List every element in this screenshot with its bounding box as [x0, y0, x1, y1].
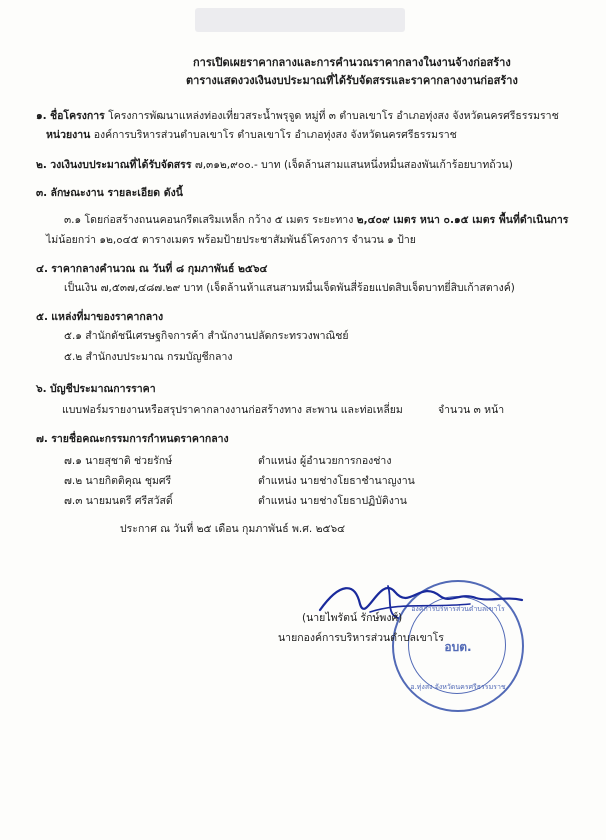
- seal-center-text: อบต.: [444, 640, 472, 654]
- seal-bottom-text: อ.ทุ่งสง จังหวัดนครศรีธรรมราช: [410, 683, 506, 691]
- doc-title-line1: การเปิดเผยราคากลางและการคำนวณราคากลางในงานจ้างก่อสร้าง: [193, 56, 511, 69]
- committee-member-name: ๗.๒ นายกิตติคุณ ชุมศรี: [64, 475, 172, 487]
- section-3: [36, 186, 183, 200]
- budget-value: ๗,๓๑๒,๙๐๐.- บาท (เจ็ดล้านสามแสนหนึ่งหมื่นสองพันเก้าร้อยบาทถ้วน): [194, 159, 513, 171]
- committee-member-position: ตำแหน่ง นายช่างโยธาปฏิบัติงาน: [258, 495, 407, 507]
- work-detail-line2: ไม่น้อยกว่า ๑๒,๐๔๕ ตารางเมตร พร้อมป้ายประชาสัมพันธ์โครงการ จำนวน ๑ ป้าย: [46, 234, 416, 246]
- section-2-label: วงเงินงบประมาณที่ได้รับจัดสรร: [50, 159, 192, 171]
- committee-member-name: ๗.๑ นายสุชาติ ช่วยรักษ์: [64, 455, 173, 467]
- section-2-num: ๒.: [36, 159, 47, 171]
- estimate-form-name: แบบฟอร์มรายงานหรือสรุปราคากลางงานก่อสร้างทาง สะพาน และท่อเหลี่ยม: [62, 404, 403, 416]
- section-5: [36, 310, 163, 324]
- section-4-label: ราคากลางคำนวณ ณ วันที่ ๘ กุมภาพันธ์ ๒๕๖๔: [51, 263, 268, 275]
- section-1-num: ๑.: [36, 110, 47, 122]
- seal-top-text: องค์การบริหารส่วนตำบลเขาโร: [411, 605, 505, 613]
- work-detail-bold: ๒,๔๐๙ เมตร หนา ๐.๑๕ เมตร พื้นที่ดำเนินการ: [356, 214, 569, 226]
- section-6: [36, 382, 156, 396]
- signatory-title: นายกองค์การบริหารส่วนตำบลเขาโร: [278, 632, 444, 644]
- section-7-num: ๗.: [36, 433, 48, 445]
- section-4: [36, 262, 268, 276]
- section-2: [36, 158, 513, 172]
- section-1-label: ชื่อโครงการ: [50, 110, 105, 122]
- section-6-num: ๖.: [36, 383, 47, 395]
- section-3-label: ลักษณะงาน รายละเอียด ดังนี้: [50, 187, 183, 199]
- section-7-label: รายชื่อคณะกรรมการกำหนดราคากลาง: [51, 433, 229, 445]
- section-3-num: ๓.: [36, 187, 48, 199]
- committee-member-position: ตำแหน่ง นายช่างโยธาชำนาญงาน: [258, 475, 415, 487]
- committee-member-position: ตำแหน่ง ผู้อำนวยการกองช่าง: [258, 455, 392, 467]
- project-name: โครงการพัฒนาแหล่งท่องเที่ยวสระน้ำพรุจูด หมู่ที่ ๓ ตำบลเขาโร อำเภอทุ่งสง จังหวัดนครศรีธรรมราช: [108, 110, 559, 122]
- agency-label: หน่วยงาน: [46, 129, 91, 141]
- signatory-name: (นายไพรัตน์ รักษ์พงศ์): [302, 612, 403, 624]
- section-5-label: แหล่งที่มาของราคากลาง: [51, 311, 164, 323]
- median-price-value: เป็นเงิน ๗,๕๓๗,๔๘๗.๒๙ บาท (เจ็ดล้านห้าแสนสามหมื่นเจ็ดพันสี่ร้อยแปดสิบเจ็ดบาทยี่สิบเก้าสตางค์): [64, 282, 515, 294]
- estimate-page-count: จำนวน ๓ หน้า: [438, 404, 505, 416]
- work-detail-pre: ๓.๑ โดยก่อสร้างถนนคอนกรีตเสริมเหล็ก กว้าง ๕ เมตร ระยะทาง: [64, 214, 357, 226]
- agency-row: [46, 128, 457, 142]
- section-4-num: ๔.: [36, 263, 48, 275]
- price-source-item: ๕.๒ สำนักงบประมาณ กรมบัญชีกลาง: [64, 351, 233, 363]
- section-1: [36, 109, 559, 123]
- section-6-label: บัญชีประมาณการราคา: [50, 383, 156, 395]
- section-7: [36, 432, 229, 446]
- announcement-date: ประกาศ ณ วันที่ ๒๕ เดือน กุมภาพันธ์ พ.ศ. ๒๕๖๔: [120, 523, 346, 535]
- price-source-item: ๕.๑ สำนักดัชนีเศรษฐกิจการค้า สำนักงานปลัดกระทรวงพาณิชย์: [64, 330, 349, 342]
- section-5-num: ๕.: [36, 311, 48, 323]
- header-faded-stamp: [195, 8, 405, 32]
- work-detail-line1: [64, 213, 568, 227]
- agency-value: องค์การบริหารส่วนตำบลเขาโร ตำบลเขาโร อำเภอทุ่งสง จังหวัดนครศรีธรรมราช: [93, 129, 457, 141]
- doc-title-line2: ตารางแสดงวงเงินงบประมาณที่ได้รับจัดสรรและราคากลางงานก่อสร้าง: [186, 74, 518, 87]
- committee-member-name: ๗.๓ นายมนตรี ศรีสวัสดิ์: [64, 495, 173, 507]
